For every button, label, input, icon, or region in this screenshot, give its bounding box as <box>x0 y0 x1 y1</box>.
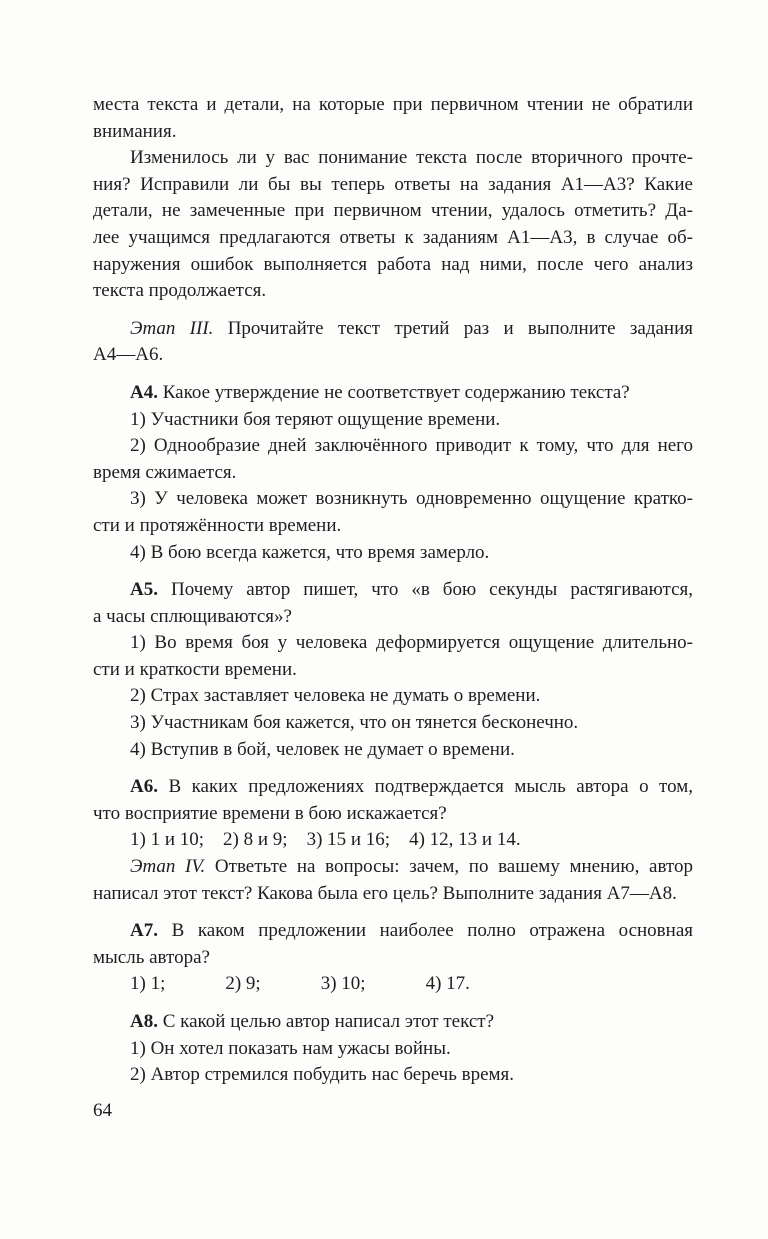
answer-options-row <box>93 971 693 998</box>
answer-option-a4-3 <box>93 486 693 539</box>
text-line <box>93 460 693 487</box>
text-line <box>93 172 693 199</box>
answer-option-a5-1 <box>93 630 693 683</box>
stage-label: Этап III. <box>130 317 214 339</box>
text-run: 4) Вступив в бой, человек не думает о времени. <box>130 738 515 760</box>
text-run: сти и краткости времени. <box>93 658 297 680</box>
text-line <box>93 774 693 801</box>
text-line <box>93 1036 693 1063</box>
answer-option: 3) 10; <box>320 973 366 995</box>
text-run: 3) У человека может возникнуть одновременно ощущение кратко- <box>130 488 693 510</box>
text-line <box>93 145 693 172</box>
text-run: ния? Исправили ли бы вы теперь ответы на задания А1—А3? Какие <box>93 173 693 195</box>
text-line <box>93 316 693 343</box>
text-line <box>93 540 693 567</box>
text-line <box>93 737 693 764</box>
text-line <box>93 407 693 434</box>
question-number: А4. <box>130 381 158 403</box>
stage-label: Этап IV. <box>130 856 206 878</box>
answer-option: 1) 1 и 10; <box>130 829 205 851</box>
answer-option-a4-4 <box>93 540 693 567</box>
text-run: 1) Он хотел показать нам ужасы войны. <box>130 1037 451 1059</box>
answer-option: 2) 9; <box>225 973 261 995</box>
text-run: лее учащимся предлагаются ответы к заданиям А1—А3, в случае об- <box>93 226 693 248</box>
text-line <box>93 945 693 972</box>
text-line <box>93 710 693 737</box>
text-line <box>93 1009 693 1036</box>
paragraph-second-reading <box>93 145 693 305</box>
text-line <box>93 486 693 513</box>
text-run: 4) В бою всегда кажется, что время замерло. <box>130 541 490 563</box>
question-number: А8. <box>130 1011 158 1032</box>
answer-option-a4-2 <box>93 433 693 486</box>
text-line <box>93 252 693 279</box>
text-line <box>93 513 693 540</box>
answer-option: 4) 17. <box>425 973 470 995</box>
paragraph-continuation <box>93 92 693 145</box>
text-run: внимания. <box>93 120 177 142</box>
text-line <box>93 198 693 225</box>
text-line <box>93 433 693 460</box>
text-run: а часы сплющиваются»? <box>93 605 292 627</box>
options-row-a7 <box>93 971 693 998</box>
text-column <box>93 92 693 1089</box>
text-line <box>93 801 693 828</box>
text-line <box>93 225 693 252</box>
text-line <box>93 881 693 908</box>
question-a8 <box>93 1009 693 1036</box>
stage-4-paragraph <box>93 854 693 907</box>
text-run: 1) Участники боя теряют ощущение времени. <box>130 408 501 430</box>
answer-option: 1) 1; <box>130 973 166 995</box>
answer-option: 3) 15 и 16; <box>306 829 391 851</box>
question-a5 <box>93 577 693 630</box>
text-line <box>93 92 693 119</box>
question-a6 <box>93 774 693 827</box>
text-run: 2) Страх заставляет человека не думать о времени. <box>130 685 541 707</box>
text-run: 3) Участникам боя кажется, что он тянется бесконечно. <box>130 712 579 734</box>
answer-option-a4-1 <box>93 407 693 434</box>
text-run: что восприятие времени в бою искажается? <box>93 802 447 824</box>
text-line <box>93 683 693 710</box>
question-number: А6. <box>130 776 158 798</box>
text-line <box>93 657 693 684</box>
text-run: 1) Во время боя у человека деформируется ощущение длительно- <box>130 632 693 654</box>
stage-3-heading <box>93 316 693 369</box>
page-number: 64 <box>93 1100 112 1121</box>
answer-options-row <box>93 827 693 854</box>
question-number: А5. <box>130 579 158 601</box>
answer-option: 2) 8 и 9; <box>223 829 288 851</box>
text-run: время сжимается. <box>93 461 237 483</box>
text-run: места текста и детали, на которые при первичном чтении не обратили <box>93 94 693 115</box>
options-row-a6 <box>93 827 693 854</box>
text-run: мысль автора? <box>93 946 210 968</box>
question-a4 <box>93 380 693 407</box>
question-number: А7. <box>130 920 158 942</box>
text-run: С какой целью автор написал этот текст? <box>157 1011 495 1032</box>
answer-option-a8-1 <box>93 1036 693 1063</box>
text-line <box>93 854 693 881</box>
text-run: Изменилось ли у вас понимание текста после вторичного прочте- <box>130 147 693 169</box>
answer-option-a8-2 <box>93 1062 693 1089</box>
text-run: Почему автор пишет, что «в бою секунды растягиваются, <box>157 579 693 601</box>
text-run: 2) Однообразие дней заключённого приводит к тому, что для него <box>130 435 693 457</box>
text-run: сти и протяжённости времени. <box>93 514 342 536</box>
text-line <box>93 380 693 407</box>
answer-option: 4) 12, 13 и 14. <box>409 829 521 851</box>
text-line <box>93 577 693 604</box>
text-run: Какое утверждение не соответствует содержанию текста? <box>157 381 630 403</box>
text-run: В каком предложении наиболее полно отражена основная <box>157 920 693 942</box>
answer-option-a5-3 <box>93 710 693 737</box>
text-run: текста продолжается. <box>93 280 267 302</box>
text-line <box>93 119 693 146</box>
answer-option-a5-4 <box>93 737 693 764</box>
question-a7 <box>93 918 693 971</box>
text-run: В каких предложениях подтверждается мысль автора о том, <box>157 776 693 798</box>
text-line <box>93 630 693 657</box>
text-run: А4—А6. <box>93 344 164 366</box>
text-line <box>93 918 693 945</box>
text-run: детали, не замеченные при первичном чтении, удалось отметить? Да- <box>93 200 693 222</box>
text-line <box>93 604 693 631</box>
text-line <box>93 1062 693 1089</box>
text-run: наружения ошибок выполняется работа над ними, после чего анализ <box>93 253 693 275</box>
text-run: 2) Автор стремился побудить нас беречь время. <box>130 1064 515 1086</box>
text-run: написал этот текст? Какова была его цель? Выполните задания А7—А8. <box>93 882 677 904</box>
text-line <box>93 342 693 369</box>
text-run: Прочитайте текст третий раз и выполните задания <box>213 317 693 339</box>
text-line <box>93 278 693 305</box>
text-run: Ответьте на вопросы: зачем, по вашему мнению, автор <box>205 856 693 878</box>
answer-option-a5-2 <box>93 683 693 710</box>
